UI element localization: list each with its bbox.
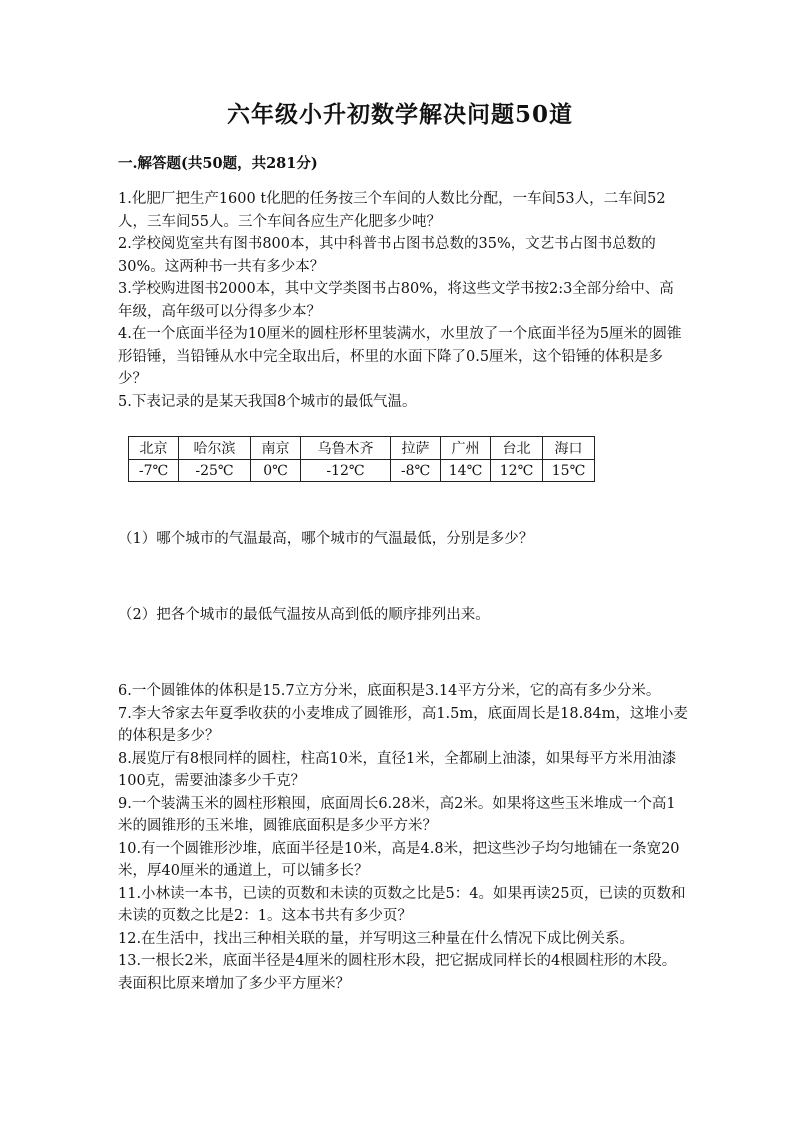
- question-12: 12.在生活中，找出三种相关联的量，并写明这三种量在什么情况下成比例关系。: [118, 930, 635, 947]
- question-5: 5.下表记录的是某天我国8个城市的最低气温。: [118, 393, 417, 410]
- section-heading: 一.解答题(共50题，共281分): [118, 155, 318, 172]
- question-list-b: [118, 680, 688, 995]
- table-row-cities: [129, 437, 595, 460]
- question-6: 6.一个圆锥体的体积是15.7立方分米，底面积是3.14平方分米，它的高有多少分米。: [118, 683, 661, 699]
- question-13: 13.一根长2米，底面半径是4厘米的圆柱形木段，把它据成同样长的4根圆柱形的木段。表面积比原来增加了多少平方厘米？: [118, 953, 677, 992]
- table-row-temps: [129, 460, 595, 482]
- question-11: 11.小林读一本书，已读的页数和未读的页数之比是5：4。如果再读25页，已读的页数和未读的页数之比是2：1。这本书共有多少页？: [118, 885, 686, 924]
- table-cell: -25℃: [179, 460, 251, 482]
- table-cell: 哈尔滨: [179, 437, 251, 460]
- table-cell: -8℃: [391, 460, 441, 482]
- sub-question-1: （1）哪个城市的气温最高，哪个城市的气温最低，分别是多少？: [118, 531, 534, 547]
- table-cell: -7℃: [129, 460, 179, 482]
- table-cell: 14℃: [441, 460, 491, 482]
- table-cell: 南京: [251, 437, 301, 460]
- question-8: 8.展览厅有8根同样的圆柱，柱高10米，直径1米，全都刷上油漆，如果每平方米用油漆100克，需要油漆多少千克？: [118, 750, 677, 789]
- table-cell: -12℃: [301, 460, 391, 482]
- question-list-a: [118, 188, 688, 413]
- table-cell: 15℃: [543, 460, 595, 482]
- table-cell: 海口: [543, 437, 595, 460]
- table-cell: 拉萨: [391, 437, 441, 460]
- table-cell: 北京: [129, 437, 179, 460]
- question-7: 7.李大爷家去年夏季收获的小麦堆成了圆锥形，高1.5m，底面周长是18.84m，这堆小麦的体积是多少？: [118, 705, 688, 744]
- page-title: 六年级小升初数学解决问题50道: [226, 101, 573, 128]
- temperature-table: [128, 436, 595, 482]
- question-10: 10.有一个圆锥形沙堆，底面半径是10米，高是4.8米，把这些沙子均匀地铺在一条宽20米，厚40厘米的通道上，可以铺多长？: [118, 840, 680, 879]
- question-9: 9.一个装满玉米的圆柱形粮囤，底面周长6.28米，高2米。如果将这些玉米堆成一个高1米的圆锥形的玉米堆，圆锥底面积是多少平方米？: [118, 795, 676, 834]
- table-cell: 12℃: [491, 460, 543, 482]
- sub-question-2: （2）把各个城市的最低气温按从高到低的顺序排列出来。: [118, 607, 490, 623]
- table-cell: 台北: [491, 437, 543, 460]
- question-3: 3.学校购进图书2000本，其中文学类图书占80%，将这些文学书按2:3全部分给中、高年级，高年级可以分得多少本？: [118, 281, 674, 320]
- table-cell: 广州: [441, 437, 491, 460]
- table-cell: 乌鲁木齐: [301, 437, 391, 460]
- question-4: 4.在一个底面半径为10厘米的圆柱形杯里装满水，水里放了一个底面半径为5厘米的圆锥形铅锤，当铅锤从水中完全取出后，杯里的水面下降了0.5厘米，这个铅锤的体积是多少？: [118, 326, 682, 387]
- question-1: 1.化肥厂把生产1600 t化肥的任务按三个车间的人数比分配，一车间53人，二车间52人，三车间55人。三个车间各应生产化肥多少吨？: [118, 191, 666, 230]
- question-2: 2.学校阅览室共有图书800本，其中科普书占图书总数的35%，文艺书占图书总数的30%。这两种书一共有多少本？: [118, 236, 656, 275]
- table-cell: 0℃: [251, 460, 301, 482]
